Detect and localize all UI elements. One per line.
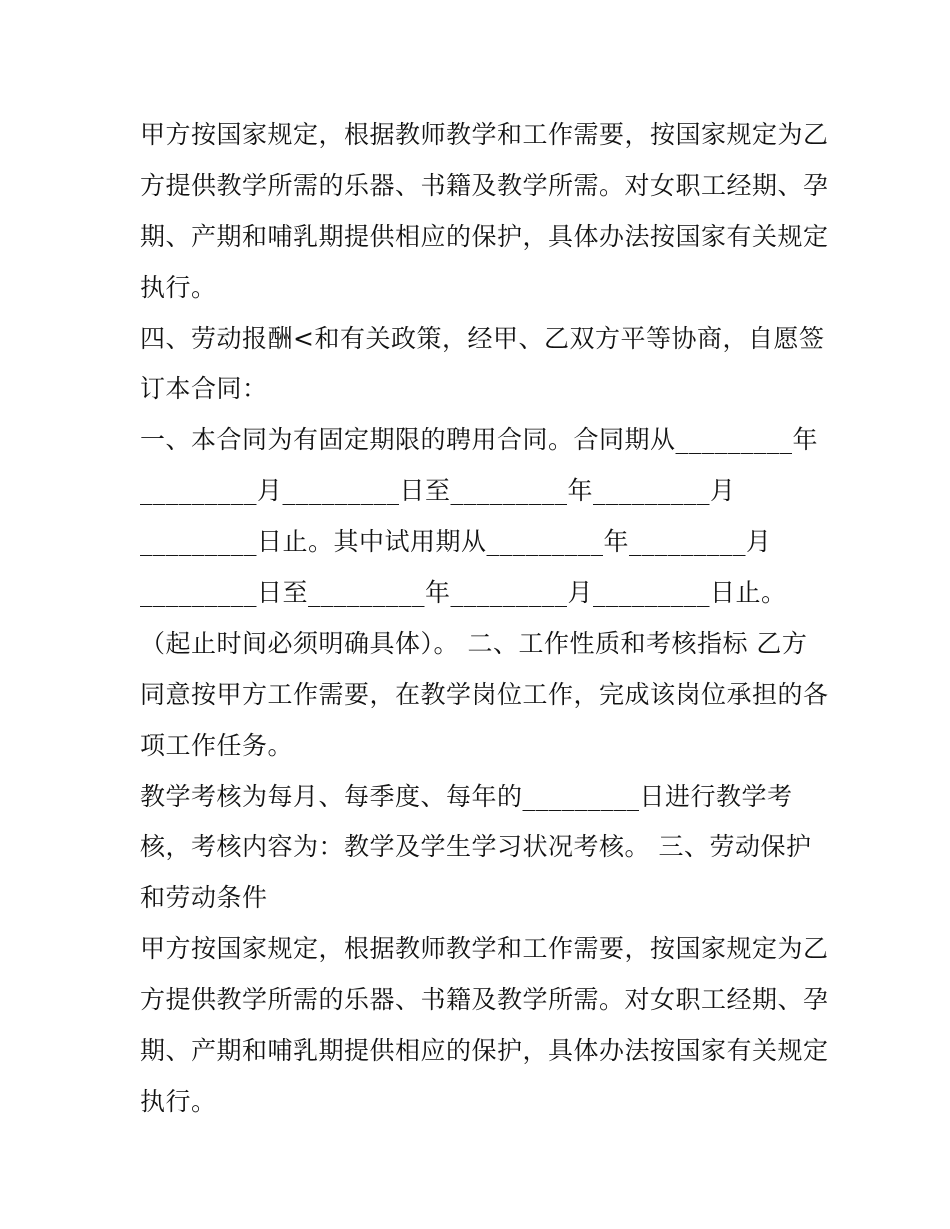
text-line: 项工作任务。 bbox=[140, 730, 294, 760]
text-line: （起止时间必须明确具体）。 二、工作性质和考核指标 乙方 bbox=[140, 628, 808, 658]
text-line: 甲方按国家规定，根据教师教学和工作需要，按国家规定为乙 bbox=[140, 120, 829, 149]
text-line: 期、产期和哺乳期提供相应的保护，具体办法按国家有关规定 bbox=[140, 1036, 829, 1066]
assessment-line: 教学考核为每月、每季度、每年的_________日进行教学考 bbox=[140, 781, 793, 811]
text-line: 订本合同： bbox=[140, 374, 268, 404]
text-line: 甲方按国家规定，根据教师教学和工作需要，按国家规定为乙 bbox=[140, 934, 829, 964]
trial-period-line: _________日止。其中试用期从_________年_________月 bbox=[140, 527, 772, 557]
text-line: 核，考核内容为：教学及学生学习状况考核。 三、劳动保护 bbox=[140, 832, 812, 862]
text-line: 执行。 bbox=[140, 1086, 217, 1116]
text-line: 同意按甲方工作需要，在教学岗位工作，完成该岗位承担的各 bbox=[140, 679, 829, 709]
text-line: 方提供教学所需的乐器、书籍及教学所需。对女职工经期、孕 bbox=[140, 170, 829, 200]
text-line: 和劳动条件 bbox=[140, 883, 268, 913]
contract-term-line: 一、本合同为有固定期限的聘用合同。合同期从_________年 bbox=[140, 425, 819, 455]
contract-text bbox=[140, 110, 830, 1128]
trial-period-line: _________日至_________年_________月_________日止。 bbox=[140, 578, 787, 608]
text-line: 期、产期和哺乳期提供相应的保护，具体办法按国家有关规定 bbox=[140, 221, 829, 251]
text-line: 方提供教学所需的乐器、书籍及教学所需。对女职工经期、孕 bbox=[140, 985, 829, 1015]
text-line: 执行。 bbox=[140, 272, 217, 302]
section-heading-line: 四、劳动报酬<和有关政策，经甲、乙双方平等协商，自愿签 bbox=[140, 323, 825, 353]
contract-term-line: _________月_________日至_________年_________月 bbox=[140, 476, 736, 506]
